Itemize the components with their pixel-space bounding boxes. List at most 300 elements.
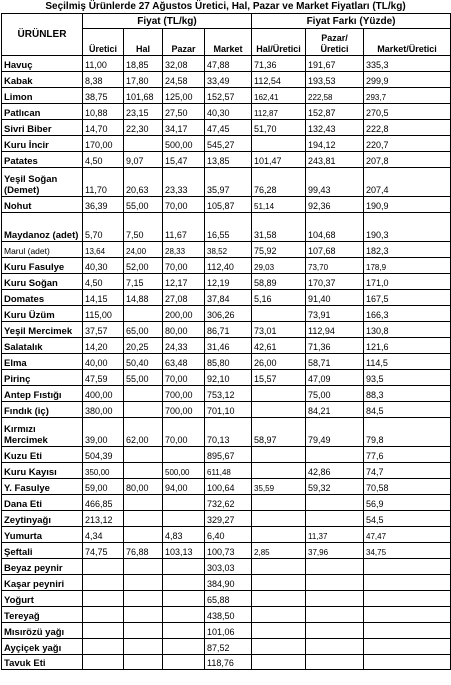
value-cell: 162,41 — [252, 88, 306, 104]
value-cell: 732,62 — [205, 495, 252, 511]
table-row — [2, 463, 451, 479]
value-cell: 40,30 — [83, 258, 124, 274]
value-cell — [252, 306, 306, 322]
value-cell: 62,00 — [124, 418, 163, 447]
value-cell: 47,09 — [306, 370, 364, 386]
value-cell: 84,5 — [364, 402, 451, 418]
column-header-products: ÜRÜNLER — [2, 14, 83, 56]
value-cell: 130,8 — [364, 322, 451, 338]
value-cell: 11,00 — [83, 56, 124, 72]
value-cell: 101,47 — [252, 152, 306, 168]
value-cell: 91,40 — [306, 290, 364, 306]
value-cell: 56,9 — [364, 495, 451, 511]
value-cell: 58,71 — [306, 354, 364, 370]
value-cell: 190,3 — [364, 213, 451, 242]
value-cell: 47,88 — [205, 56, 252, 72]
value-cell: 306,26 — [205, 306, 252, 322]
value-cell: 24,00 — [124, 242, 163, 258]
product-name: Şeftali — [2, 543, 83, 559]
value-cell — [252, 463, 306, 479]
value-cell: 101,68 — [124, 88, 163, 104]
column-group-price-difference: Fiyat Farkı (Yüzde) — [252, 14, 451, 29]
value-cell: 70,00 — [163, 370, 205, 386]
value-cell — [306, 447, 364, 463]
value-cell: 31,46 — [205, 338, 252, 354]
value-cell — [124, 527, 163, 543]
product-name: Yeşil Mercimek — [2, 322, 83, 338]
value-cell: 51,70 — [252, 120, 306, 136]
product-name: Tavuk Eti — [2, 655, 83, 670]
value-cell: 75,00 — [306, 386, 364, 402]
product-name: Yumurta — [2, 527, 83, 543]
value-cell — [124, 575, 163, 591]
value-cell: 182,3 — [364, 242, 451, 258]
value-cell: 58,97 — [252, 418, 306, 447]
value-cell: 222,8 — [364, 120, 451, 136]
value-cell: 350,00 — [83, 463, 124, 479]
value-cell: 23,33 — [163, 168, 205, 197]
value-cell: 75,92 — [252, 242, 306, 258]
value-cell: 167,5 — [364, 290, 451, 306]
value-cell — [364, 607, 451, 623]
product-name: Havuç — [2, 56, 83, 72]
value-cell: 58,89 — [252, 274, 306, 290]
table-row — [2, 386, 451, 402]
value-cell: 87,52 — [205, 639, 252, 655]
value-cell — [252, 575, 306, 591]
value-cell: 70,00 — [163, 258, 205, 274]
product-name: Yeşil Soğan (Demet) — [2, 168, 83, 197]
value-cell: 303,03 — [205, 559, 252, 575]
table-row — [2, 495, 451, 511]
value-cell: 15,57 — [252, 370, 306, 386]
value-cell: 23,15 — [124, 104, 163, 120]
value-cell: 14,70 — [83, 120, 124, 136]
table-row — [2, 623, 451, 639]
value-cell: 118,76 — [205, 655, 252, 670]
value-cell: 13,85 — [205, 152, 252, 168]
value-cell: 42,61 — [252, 338, 306, 354]
value-cell: 54,5 — [364, 511, 451, 527]
value-cell: 65,00 — [124, 322, 163, 338]
value-cell: 31,58 — [252, 213, 306, 242]
value-cell: 270,5 — [364, 104, 451, 120]
value-cell: 4,50 — [83, 274, 124, 290]
table-row — [2, 213, 451, 242]
value-cell: 15,47 — [163, 152, 205, 168]
value-cell: 20,25 — [124, 338, 163, 354]
value-cell: 14,20 — [83, 338, 124, 354]
value-cell: 32,08 — [163, 56, 205, 72]
value-cell: 112,87 — [252, 104, 306, 120]
product-name: Tereyağ — [2, 607, 83, 623]
value-cell: 55,00 — [124, 197, 163, 213]
value-cell: 26,00 — [252, 354, 306, 370]
value-cell: 170,37 — [306, 274, 364, 290]
table-row — [2, 152, 451, 168]
value-cell: 47,45 — [205, 120, 252, 136]
value-cell — [306, 495, 364, 511]
value-cell: 79,49 — [306, 418, 364, 447]
value-cell: 166,3 — [364, 306, 451, 322]
value-cell: 51,14 — [252, 197, 306, 213]
value-cell: 500,00 — [163, 136, 205, 152]
value-cell — [83, 607, 124, 623]
column-header-bazaar-producer: Pazar/ Üretici — [306, 29, 364, 56]
value-cell: 42,86 — [306, 463, 364, 479]
value-cell — [163, 639, 205, 655]
product-name: Mısırözü yağı — [2, 623, 83, 639]
value-cell — [163, 495, 205, 511]
value-cell: 84,21 — [306, 402, 364, 418]
value-cell — [163, 511, 205, 527]
value-cell — [163, 655, 205, 670]
value-cell — [252, 511, 306, 527]
value-cell — [163, 559, 205, 575]
value-cell: 35,59 — [252, 479, 306, 495]
value-cell: 34,17 — [163, 120, 205, 136]
value-cell: 171,0 — [364, 274, 451, 290]
table-row — [2, 559, 451, 575]
value-cell: 7,50 — [124, 213, 163, 242]
product-name: Kuru İncir — [2, 136, 83, 152]
price-table — [1, 13, 451, 670]
value-cell: 20,63 — [124, 168, 163, 197]
value-cell: 80,00 — [124, 479, 163, 495]
value-cell: 170,00 — [83, 136, 124, 152]
table-row — [2, 511, 451, 527]
value-cell: 114,5 — [364, 354, 451, 370]
value-cell — [124, 463, 163, 479]
value-cell: 65,88 — [205, 591, 252, 607]
value-cell — [252, 655, 306, 670]
value-cell — [252, 527, 306, 543]
product-name: Antep Fıstığı — [2, 386, 83, 402]
value-cell: 76,88 — [124, 543, 163, 559]
column-header-wholesale: Hal — [124, 29, 163, 56]
value-cell — [124, 559, 163, 575]
value-cell: 2,85 — [252, 543, 306, 559]
product-name: Nohut — [2, 197, 83, 213]
product-name: Y. Fasulye — [2, 479, 83, 495]
value-cell: 92,36 — [306, 197, 364, 213]
value-cell: 17,80 — [124, 72, 163, 88]
value-cell: 191,67 — [306, 56, 364, 72]
value-cell — [252, 623, 306, 639]
column-header-bazaar: Pazar — [163, 29, 205, 56]
product-name: Maydanoz (adet) — [2, 213, 83, 242]
value-cell: 7,15 — [124, 274, 163, 290]
table-row — [2, 607, 451, 623]
product-name: Kırmızı Mercimek — [2, 418, 83, 447]
value-cell: 152,87 — [306, 104, 364, 120]
table-row — [2, 290, 451, 306]
value-cell — [163, 447, 205, 463]
value-cell: 193,53 — [306, 72, 364, 88]
column-header-producer: Üretici — [83, 29, 124, 56]
value-cell: 22,30 — [124, 120, 163, 136]
value-cell — [306, 559, 364, 575]
value-cell — [163, 607, 205, 623]
table-row — [2, 306, 451, 322]
value-cell — [124, 386, 163, 402]
value-cell: 28,33 — [163, 242, 205, 258]
value-cell — [124, 495, 163, 511]
value-cell: 700,00 — [163, 402, 205, 418]
table-row — [2, 575, 451, 591]
value-cell: 194,12 — [306, 136, 364, 152]
value-cell — [124, 655, 163, 670]
value-cell — [124, 623, 163, 639]
value-cell — [364, 591, 451, 607]
value-cell: 70,13 — [205, 418, 252, 447]
value-cell — [124, 447, 163, 463]
table-row — [2, 322, 451, 338]
value-cell: 220,7 — [364, 136, 451, 152]
value-cell: 63,48 — [163, 354, 205, 370]
value-cell: 9,07 — [124, 152, 163, 168]
product-name: Kaşar peyniri — [2, 575, 83, 591]
value-cell: 59,00 — [83, 479, 124, 495]
table-row — [2, 104, 451, 120]
value-cell: 52,00 — [124, 258, 163, 274]
value-cell: 37,57 — [83, 322, 124, 338]
value-cell — [124, 607, 163, 623]
value-cell — [306, 511, 364, 527]
value-cell: 384,90 — [205, 575, 252, 591]
value-cell: 85,80 — [205, 354, 252, 370]
table-row — [2, 655, 451, 670]
value-cell: 94,00 — [163, 479, 205, 495]
value-cell: 70,58 — [364, 479, 451, 495]
value-cell: 11,70 — [83, 168, 124, 197]
value-cell — [364, 575, 451, 591]
product-name: Ayçiçek yağı — [2, 639, 83, 655]
value-cell: 10,88 — [83, 104, 124, 120]
value-cell: 73,91 — [306, 306, 364, 322]
value-cell: 99,43 — [306, 168, 364, 197]
value-cell: 5,70 — [83, 213, 124, 242]
column-header-market-producer: Market/Üretici — [364, 29, 451, 56]
value-cell — [124, 511, 163, 527]
value-cell: 55,00 — [124, 370, 163, 386]
value-cell: 4,83 — [163, 527, 205, 543]
value-cell: 38,52 — [205, 242, 252, 258]
value-cell: 16,55 — [205, 213, 252, 242]
product-name: Patates — [2, 152, 83, 168]
value-cell: 8,38 — [83, 72, 124, 88]
table-row — [2, 543, 451, 559]
value-cell: 101,06 — [205, 623, 252, 639]
product-name: Marul (adet) — [2, 242, 83, 258]
value-cell — [306, 623, 364, 639]
product-name: Patlıcan — [2, 104, 83, 120]
value-cell — [163, 591, 205, 607]
product-name: Kuru Soğan — [2, 274, 83, 290]
value-cell: 11,67 — [163, 213, 205, 242]
value-cell: 4,50 — [83, 152, 124, 168]
table-row — [2, 72, 451, 88]
value-cell — [306, 639, 364, 655]
value-cell: 50,40 — [124, 354, 163, 370]
value-cell: 47,47 — [364, 527, 451, 543]
table-row — [2, 274, 451, 290]
value-cell: 207,4 — [364, 168, 451, 197]
product-name: Kuzu Eti — [2, 447, 83, 463]
value-cell: 73,01 — [252, 322, 306, 338]
value-cell: 380,00 — [83, 402, 124, 418]
value-cell: 100,64 — [205, 479, 252, 495]
product-name: Kuru Fasulye — [2, 258, 83, 274]
value-cell: 152,57 — [205, 88, 252, 104]
value-cell — [364, 623, 451, 639]
value-cell: 27,08 — [163, 290, 205, 306]
value-cell: 37,84 — [205, 290, 252, 306]
table-row — [2, 591, 451, 607]
value-cell: 895,67 — [205, 447, 252, 463]
value-cell — [252, 591, 306, 607]
table-row — [2, 120, 451, 136]
value-cell: 700,00 — [163, 386, 205, 402]
value-cell: 29,03 — [252, 258, 306, 274]
value-cell: 92,10 — [205, 370, 252, 386]
value-cell: 103,13 — [163, 543, 205, 559]
table-row — [2, 527, 451, 543]
value-cell: 14,15 — [83, 290, 124, 306]
product-name: Sivri Biber — [2, 120, 83, 136]
table-row — [2, 418, 451, 447]
table-row — [2, 242, 451, 258]
product-name: Kuru Kayısı — [2, 463, 83, 479]
value-cell: 70,00 — [163, 418, 205, 447]
value-cell — [306, 607, 364, 623]
value-cell — [124, 639, 163, 655]
product-name: Pirinç — [2, 370, 83, 386]
value-cell: 504,39 — [83, 447, 124, 463]
value-cell: 500,00 — [163, 463, 205, 479]
value-cell: 213,12 — [83, 511, 124, 527]
page-title: Seçilmiş Ürünlerde 27 Ağustos Üretici, Hal, Pazar ve Market Fiyatları (TL/kg) — [45, 1, 406, 12]
product-name: Yoğurt — [2, 591, 83, 607]
value-cell: 5,16 — [252, 290, 306, 306]
value-cell: 438,50 — [205, 607, 252, 623]
value-cell — [83, 639, 124, 655]
value-cell: 18,85 — [124, 56, 163, 72]
product-name: Beyaz peynir — [2, 559, 83, 575]
value-cell: 190,9 — [364, 197, 451, 213]
product-name: Dana Eti — [2, 495, 83, 511]
value-cell: 545,27 — [205, 136, 252, 152]
value-cell: 33,49 — [205, 72, 252, 88]
value-cell: 611,48 — [205, 463, 252, 479]
value-cell: 335,3 — [364, 56, 451, 72]
value-cell — [306, 591, 364, 607]
value-cell — [163, 623, 205, 639]
value-cell: 299,9 — [364, 72, 451, 88]
product-name: Elma — [2, 354, 83, 370]
table-body — [2, 56, 451, 670]
value-cell: 24,58 — [163, 72, 205, 88]
value-cell: 86,71 — [205, 322, 252, 338]
table-row — [2, 88, 451, 104]
value-cell — [83, 655, 124, 670]
value-cell: 59,32 — [306, 479, 364, 495]
value-cell — [124, 402, 163, 418]
column-header-market: Market — [205, 29, 252, 56]
value-cell — [252, 559, 306, 575]
value-cell — [364, 655, 451, 670]
value-cell: 27,50 — [163, 104, 205, 120]
value-cell — [252, 447, 306, 463]
value-cell: 40,00 — [83, 354, 124, 370]
table-row — [2, 338, 451, 354]
value-cell: 80,00 — [163, 322, 205, 338]
table-row — [2, 479, 451, 495]
value-cell: 200,00 — [163, 306, 205, 322]
value-cell: 39,00 — [83, 418, 124, 447]
value-cell: 77,6 — [364, 447, 451, 463]
product-name: Salatalık — [2, 338, 83, 354]
value-cell: 71,36 — [252, 56, 306, 72]
value-cell — [252, 639, 306, 655]
value-cell: 24,33 — [163, 338, 205, 354]
value-cell: 222,58 — [306, 88, 364, 104]
value-cell: 121,6 — [364, 338, 451, 354]
value-cell — [252, 402, 306, 418]
value-cell: 88,3 — [364, 386, 451, 402]
value-cell — [83, 559, 124, 575]
value-cell: 466,85 — [83, 495, 124, 511]
value-cell: 12,17 — [163, 274, 205, 290]
value-cell: 6,40 — [205, 527, 252, 543]
value-cell: 207,8 — [364, 152, 451, 168]
value-cell: 47,59 — [83, 370, 124, 386]
value-cell: 115,00 — [83, 306, 124, 322]
product-name: Kabak — [2, 72, 83, 88]
value-cell — [364, 559, 451, 575]
value-cell — [83, 591, 124, 607]
value-cell: 13,64 — [83, 242, 124, 258]
value-cell: 79,8 — [364, 418, 451, 447]
value-cell: 74,7 — [364, 463, 451, 479]
table-row — [2, 370, 451, 386]
value-cell — [124, 306, 163, 322]
value-cell: 112,40 — [205, 258, 252, 274]
value-cell: 37,96 — [306, 543, 364, 559]
product-name: Kuru Üzüm — [2, 306, 83, 322]
table-row — [2, 258, 451, 274]
table-row — [2, 136, 451, 152]
value-cell — [83, 575, 124, 591]
value-cell: 104,68 — [306, 213, 364, 242]
value-cell: 35,97 — [205, 168, 252, 197]
value-cell: 93,5 — [364, 370, 451, 386]
value-cell: 107,68 — [306, 242, 364, 258]
value-cell: 11,37 — [306, 527, 364, 543]
value-cell: 293,7 — [364, 88, 451, 104]
value-cell — [83, 623, 124, 639]
value-cell: 40,30 — [205, 104, 252, 120]
column-header-wholesale-producer: Hal/Üretici — [252, 29, 306, 56]
table-row — [2, 354, 451, 370]
value-cell: 243,81 — [306, 152, 364, 168]
value-cell — [252, 607, 306, 623]
column-group-price: Fiyat (TL/kg) — [83, 14, 252, 29]
table-row — [2, 197, 451, 213]
value-cell: 73,70 — [306, 258, 364, 274]
value-cell: 36,39 — [83, 197, 124, 213]
table-row — [2, 168, 451, 197]
